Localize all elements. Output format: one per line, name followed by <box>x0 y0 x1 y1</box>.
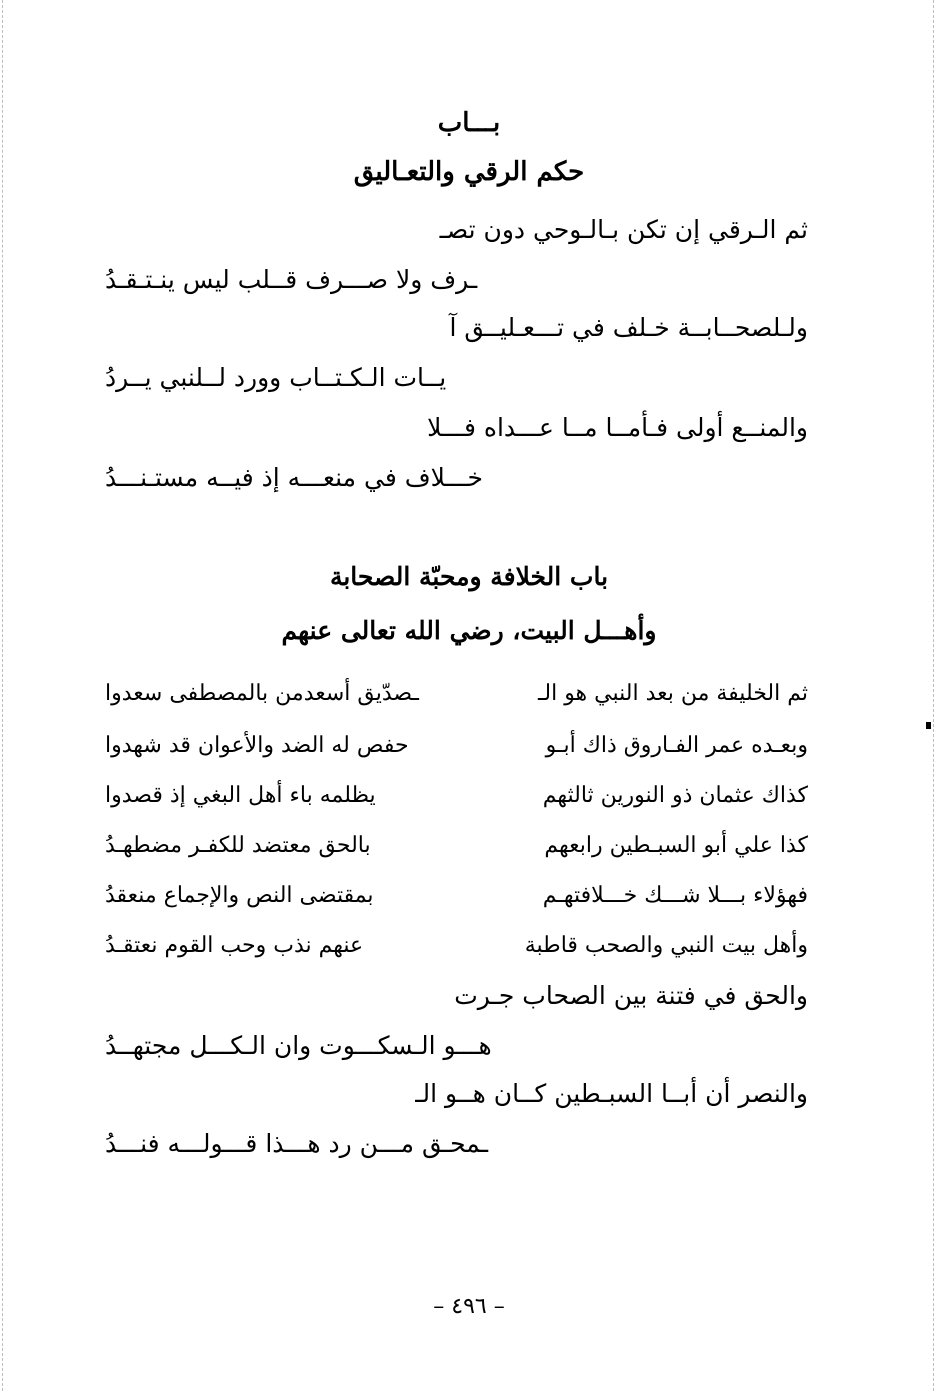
section1-verse-line-4: يــات الـكـتــاب وورد لــلنبي يــردُ <box>105 363 447 392</box>
couplet-3-first-hemistich: كذاك عثمان ذو النورين ثالثهم <box>542 783 808 808</box>
couplet-3-second-hemistich: يظلمه باء أهل البغي إذ قصدوا <box>105 783 376 808</box>
section2-verse-line-4: ـمحـق مـــن رد هـــذا قـــولـــه فنـــدُ <box>105 1129 489 1158</box>
couplet-2-first-hemistich: وبعـده عمر الفـاروق ذاك أبـو <box>545 733 808 758</box>
section1-verse-line-5: والمنــع أولى فـأمــا مــا عـــداه فـــلا <box>427 413 808 442</box>
couplet-5-second-hemistich: بمقتضى النص والإجماع منعقدُ <box>105 883 374 908</box>
section1-verse-line-6: خـــلاف في منعـــه إذ فيــه مستـنـــدُ <box>105 463 483 492</box>
section1-verse-line-2: ـرف ولا صـــرف قــلب ليس ينـتـقـدُ <box>105 265 478 294</box>
section2-subtitle: وأهـــل البيت، رضي الله تعالى عنهم <box>281 616 657 645</box>
section1-verse-line-3: ولـلصحــابــة خـلف في تـــعـليــق آ <box>449 313 808 342</box>
section2-verse-line-2: هـــو الـسكـــوت وان الـكـــل مجتهــدُ <box>105 1031 492 1060</box>
couplet-5-first-hemistich: فهؤلاء بـــلا شـــك خـــلافتهـم <box>542 883 808 908</box>
couplet-6-second-hemistich: عنهم نذب وحب القوم نعتقـدُ <box>105 933 364 958</box>
section1-subtitle: حكم الرقي والتعـاليق <box>353 157 585 187</box>
couplet-1-first-hemistich: ثم الخليفة من بعد النبي هو الـ <box>537 681 808 706</box>
couplet-1-second-hemistich: ـصدّيق أسعدمن بالمصطفى سعدوا <box>105 681 419 706</box>
couplet-6-first-hemistich: وأهل بيت النبي والصحب قاطبة <box>524 933 808 958</box>
scan-mark <box>926 722 931 729</box>
couplet-4-second-hemistich: بالحق معتضد للكفـر مضطهـدُ <box>105 833 371 858</box>
couplet-4-first-hemistich: كذا علي أبو السبـطين رابعهم <box>544 833 808 858</box>
section1-title: بـــاب <box>437 108 501 138</box>
left-page-edge <box>2 0 3 1391</box>
section2-title: باب الخلافة ومحبّة الصحابة <box>329 562 609 591</box>
right-page-edge <box>933 0 934 1391</box>
page-number: – ٤٩٦ – <box>433 1294 505 1319</box>
section2-verse-line-1: والحق في فتنة بين الصحاب جـرت <box>454 981 808 1010</box>
couplet-2-second-hemistich: حفص له الضد والأعوان قد شهدوا <box>105 733 409 758</box>
section1-verse-line-1: ثم الـرقي إن تكن بـالـوحي دون تصـ <box>439 215 808 244</box>
section2-verse-line-3: والنصر أن أبــا السبـطين كــان هــو الـ <box>415 1079 808 1108</box>
